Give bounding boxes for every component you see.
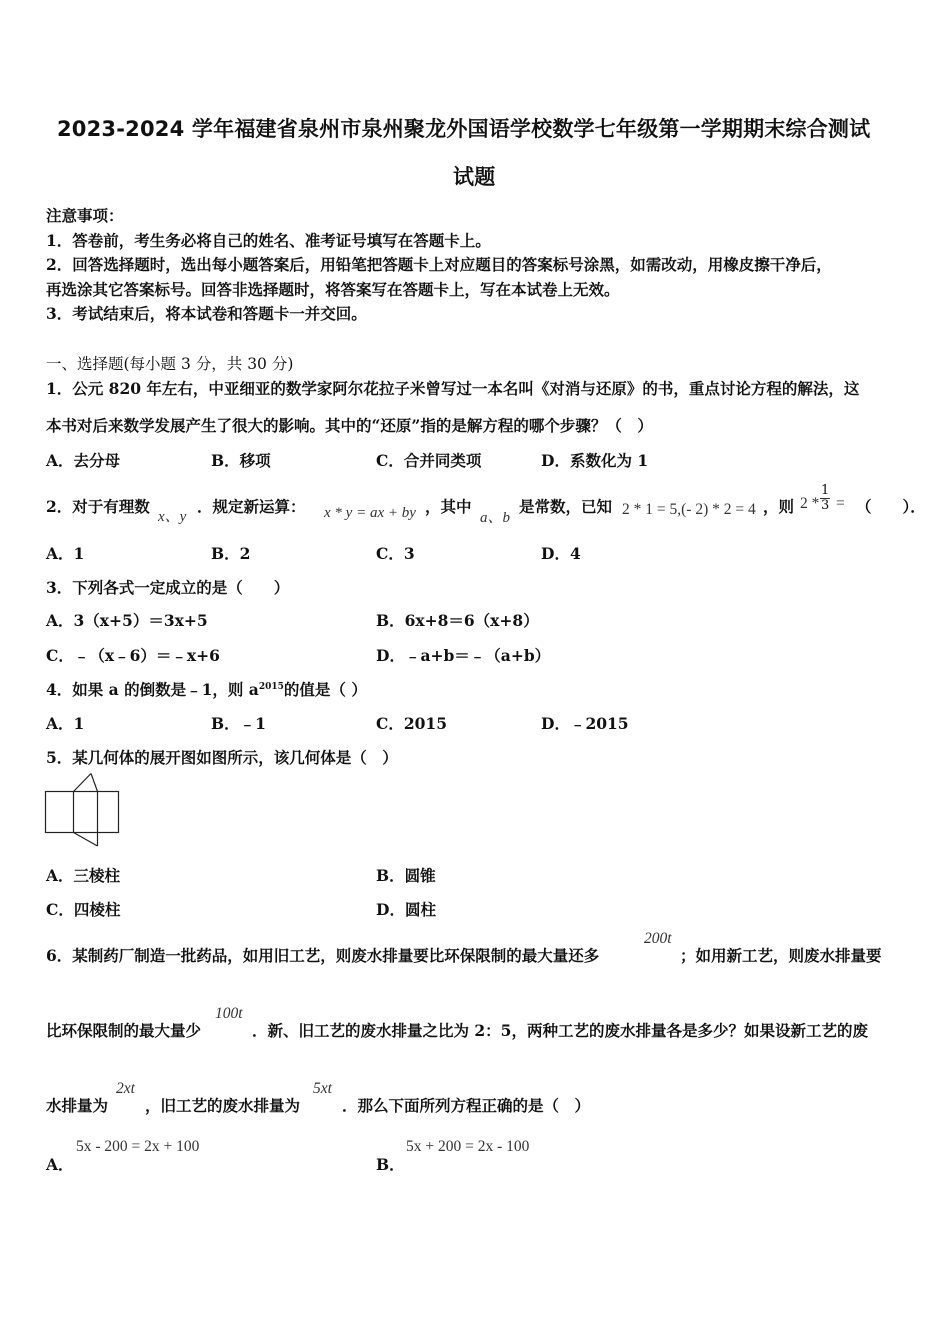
q2-math: 2 * <box>800 495 820 512</box>
q2-stem-part: ．规定新运算： <box>197 497 306 516</box>
section-heading: 一、选择题(每小题 3 分，共 30 分) <box>46 355 294 373</box>
q6-math: 5xt <box>313 1080 332 1097</box>
q3-option-d: D．﹣a+b＝﹣（a+b） <box>376 646 551 665</box>
notice-item: 3．考试结束后，将本试卷和答题卡一并交回。 <box>46 304 367 323</box>
q2-fraction-numerator: 1 <box>821 483 830 498</box>
notice-heading: 注意事项： <box>46 206 124 225</box>
q6-stem-part: ，旧工艺的废水排量为 <box>145 1096 301 1115</box>
notice-item: 1．答卷前，考生务必将自己的姓名、准考证号填写在答题卡上。 <box>46 231 491 250</box>
page-title-line1: 2023-2024 学年福建省泉州市泉州聚龙外国语学校数学七年级第一学期期末综合测试 <box>57 117 871 141</box>
q2-stem-part: （ ）． <box>856 497 926 516</box>
q2-option-b: B．2 <box>211 544 251 563</box>
q5-stem: 5．某几何体的展开图如图所示，该几何体是（ ） <box>46 748 398 767</box>
q5-option-d: D．圆柱 <box>376 900 436 919</box>
q4-option-c: C．2015 <box>376 714 447 733</box>
q3-option-a: A．3（x+5）＝3x+5 <box>46 611 208 630</box>
q2-stem-part: ，其中 <box>425 497 472 516</box>
q6-option-a-equation: 5x - 200 = 2x + 100 <box>76 1138 200 1155</box>
q2-stem-part: ，则 <box>763 497 795 516</box>
q3-stem: 3．下列各式一定成立的是（ ） <box>46 578 290 597</box>
q2-math: a、b <box>480 510 511 526</box>
q6-option-b-label: B． <box>376 1155 405 1174</box>
q1-option-d: D．系数化为 1 <box>541 451 649 470</box>
q6-math: 100t <box>215 1005 243 1022</box>
q4-option-b: B．﹣1 <box>211 714 266 733</box>
q6-math: 200t <box>644 930 672 947</box>
q4-stem-text: 4．如果 a 的倒数是﹣1，则 a <box>46 680 259 699</box>
q2-math: x * y = ax + by <box>324 505 416 521</box>
q2-option-a: A．1 <box>46 544 85 563</box>
q2-option-d: D．4 <box>541 544 581 563</box>
notice-item: 2．回答选择题时，选出每小题答案后，用铅笔把答题卡上对应题目的答案标号涂黑，如需改动，用橡皮擦干净后， <box>46 255 832 274</box>
q2-stem-part: 是常数，已知 <box>519 497 613 516</box>
q2-fraction-denominator: 3 <box>821 498 830 513</box>
q5-option-a: A．三棱柱 <box>46 866 121 885</box>
q2-option-c: C．3 <box>376 544 415 563</box>
page-title-line2: 试题 <box>453 165 496 189</box>
q6-stem-part: 水排量为 <box>46 1096 109 1115</box>
q2-math: 2 * 1 = 5,(- 2) * 2 = 4 <box>622 501 756 518</box>
q6-stem-part: ；如用新工艺，则废水排量要 <box>680 946 882 965</box>
q2-math: x、y <box>158 509 187 525</box>
q6-stem-part: 比环保限制的最大量少 <box>46 1021 202 1040</box>
q3-option-c: C．﹣（x﹣6）＝﹣x+6 <box>46 646 220 665</box>
q2-math: = <box>836 495 845 512</box>
q6-option-b-equation: 5x + 200 = 2x - 100 <box>406 1138 530 1155</box>
q3-option-b: B．6x+8＝6（x+8） <box>376 611 539 630</box>
q2-stem-part: 2．对于有理数 <box>46 497 150 516</box>
q6-stem-part: ．新、旧工艺的废水排量之比为 2：5，两种工艺的废水排量各是多少？如果设新工艺的废 <box>252 1021 868 1040</box>
q4-stem-text: 的值是（ ） <box>283 680 367 699</box>
q4-exponent: 2015 <box>258 681 284 692</box>
q4-option-d: D．﹣2015 <box>541 714 629 733</box>
q1-option-a: A．去分母 <box>46 451 121 470</box>
q5-option-b: B．圆锥 <box>376 866 436 885</box>
q1-stem-line1: 1．公元 820 年左右，中亚细亚的数学家阿尔花拉子米曾写过一本名叫《对消与还原》的书，重点讨论方程的解法，这 <box>46 379 860 398</box>
q6-option-a-label: A． <box>46 1155 74 1174</box>
q4-stem <box>46 678 367 700</box>
q2-fraction <box>820 484 830 513</box>
q6-math: 2xt <box>116 1080 135 1097</box>
q1-option-c: C．合并同类项 <box>376 451 482 470</box>
prism-net-figure <box>44 772 122 850</box>
q6-stem-part: 6．某制药厂制造一批药品，如用旧工艺，则废水排量要比环保限制的最大量还多 <box>46 946 600 965</box>
q6-stem-part: ．那么下面所列方程正确的是（ ） <box>342 1096 591 1115</box>
q5-option-c: C．四棱柱 <box>46 900 121 919</box>
q4-option-a: A．1 <box>46 714 85 733</box>
q1-option-b: B．移项 <box>211 451 271 470</box>
q1-stem-line2: 本书对后来数学发展产生了很大的影响。其中的“还原”指的是解方程的哪个步骤？（ ） <box>46 416 653 435</box>
notice-item: 再选涂其它答案标号。回答非选择题时，将答案写在答题卡上，写在本试卷上无效。 <box>46 280 620 299</box>
